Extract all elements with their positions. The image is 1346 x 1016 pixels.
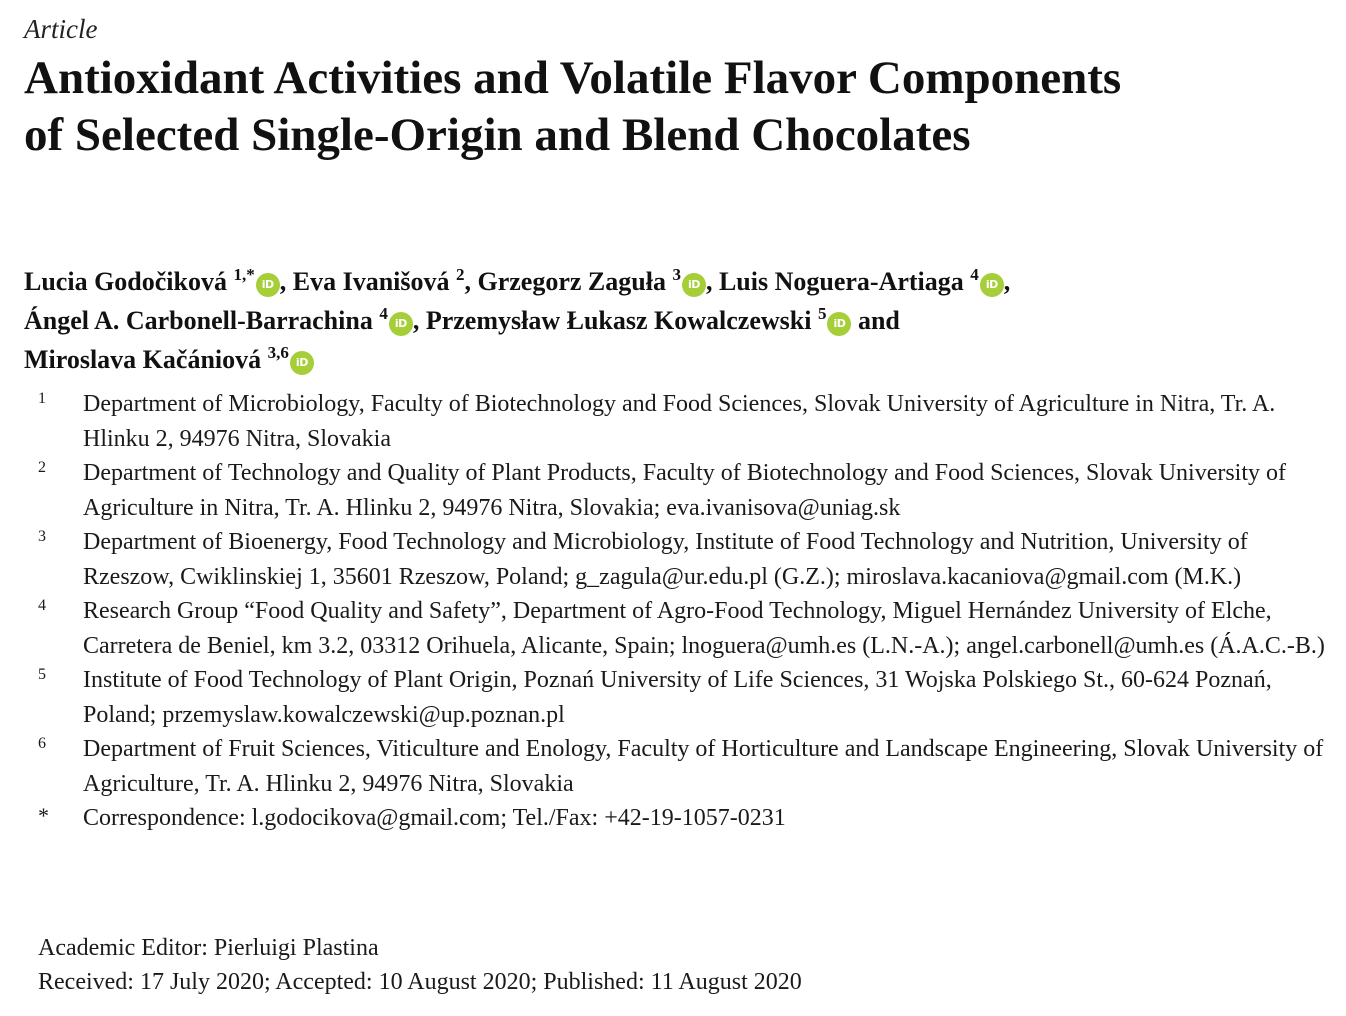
affiliation-item [38, 456, 1328, 525]
affiliation-list [38, 387, 1328, 836]
author-separator: , [705, 267, 719, 296]
author [24, 267, 293, 296]
publication-info [38, 931, 1238, 999]
author [426, 306, 900, 335]
author-affiliation-marker: 4 [379, 304, 388, 323]
paper-title: Antioxidant Activities and Volatile Flavor Components of Selected Single-Origin and Blend Chocolates [24, 52, 1122, 161]
affiliation-item [38, 663, 1328, 732]
affiliation-number: 6 [38, 735, 46, 752]
affiliation-item [38, 732, 1328, 801]
author-name: Przemysław Łukasz Kowalczewski [425, 306, 812, 335]
orcid-icon[interactable]: iD [256, 273, 280, 297]
author-separator: , [1003, 267, 1011, 296]
orcid-icon[interactable]: iD [827, 312, 851, 336]
author-list [24, 262, 1314, 379]
author [293, 267, 478, 296]
affiliation-item [38, 525, 1328, 594]
author [24, 345, 314, 374]
orcid-icon[interactable]: iD [980, 273, 1004, 297]
author-name: Lucia Godočiková [24, 267, 227, 296]
correspondence-item [38, 801, 1328, 836]
affiliation-number: 5 [38, 666, 46, 683]
affiliation-text: Department of Bioenergy, Food Technology and Microbiology, Institute of Food Technology and Nutrition, University of Rzeszow, Cwiklinskiej 1, 35601 Rzeszow, Poland; g_zagula@ur.edu.pl (G.Z.); miroslava.kacaniova@gmail.com (M.K.) [83, 529, 1248, 590]
affiliation-item [38, 594, 1328, 663]
affiliation-text: Department of Microbiology, Faculty of Biotechnology and Food Sciences, Slovak University of Agriculture in Nitra, Tr. A. Hlinku 2, 94976 Nitra, Slovakia [83, 391, 1276, 452]
author-name: Luis Noguera-Artiaga [718, 267, 964, 296]
affiliation-number: 4 [38, 597, 46, 614]
affiliation-number: 2 [38, 459, 46, 476]
author-affiliation-marker: 3,6 [267, 343, 289, 362]
correspondence-text: Correspondence: l.godocikova@gmail.com; Tel./Fax: +42-19-1057-0231 [83, 805, 786, 831]
author-name: Miroslava Kačániová [24, 345, 262, 374]
author-affiliation-marker: 4 [970, 265, 979, 284]
affiliation-text: Department of Fruit Sciences, Viticulture and Enology, Faculty of Horticulture and Landscape Engineering, Slovak University of Agriculture, Tr. A. Hlinku 2, 94976 Nitra, Slovakia [83, 736, 1324, 797]
author [478, 267, 719, 296]
author-name: Grzegorz Zaguła [477, 267, 666, 296]
publication-dates: Received: 17 July 2020; Accepted: 10 August 2020; Published: 11 August 2020 [38, 969, 802, 995]
affiliation-number: 1 [38, 390, 46, 407]
affiliation-item [38, 387, 1328, 456]
author-separator: and [851, 306, 900, 335]
affiliation-text: Research Group “Food Quality and Safety”, Department of Agro-Food Technology, Miguel Hernández University of Elche, Carretera de Beniel, km 3.2, 03312 Orihuela, Alicante, Spain; lnoguera@umh.es (L.N.-A.); angel.carbonell@umh.es (Á.A.C.-B.) [83, 598, 1325, 659]
academic-editor: Academic Editor: Pierluigi Plastina [38, 935, 379, 961]
affiliation-number: 3 [38, 528, 46, 545]
affiliation-text: Department of Technology and Quality of Plant Products, Faculty of Biotechnology and Food Sciences, Slovak University of Agriculture in Nitra, Tr. A. Hlinku 2, 94976 Nitra, Slovakia; eva.ivanisova@uniag.sk [83, 460, 1287, 521]
author-separator: , [412, 306, 426, 335]
affiliation-text: Institute of Food Technology of Plant Origin, Poznań University of Life Sciences, 31 Wojska Polskiego St., 60-624 Poznań, Poland; przemyslaw.kowalczewski@up.poznan.pl [83, 667, 1272, 728]
author-affiliation-marker: 2 [456, 265, 465, 284]
author [24, 306, 426, 335]
author-affiliation-marker: 1,* [233, 265, 255, 284]
orcid-icon[interactable]: iD [389, 312, 413, 336]
correspondence-marker: * [38, 803, 49, 828]
author-affiliation-marker: 5 [817, 304, 827, 323]
author [719, 267, 1010, 296]
article-type-label: Article [24, 14, 98, 44]
orcid-icon[interactable]: iD [290, 351, 314, 375]
author-affiliation-marker: 3 [672, 265, 681, 284]
author-name: Eva Ivanišová [292, 267, 450, 296]
author-separator: , [279, 267, 293, 296]
author-separator: , [464, 267, 478, 296]
author-name: Ángel A. Carbonell-Barrachina [24, 306, 373, 335]
orcid-icon[interactable]: iD [682, 273, 706, 297]
